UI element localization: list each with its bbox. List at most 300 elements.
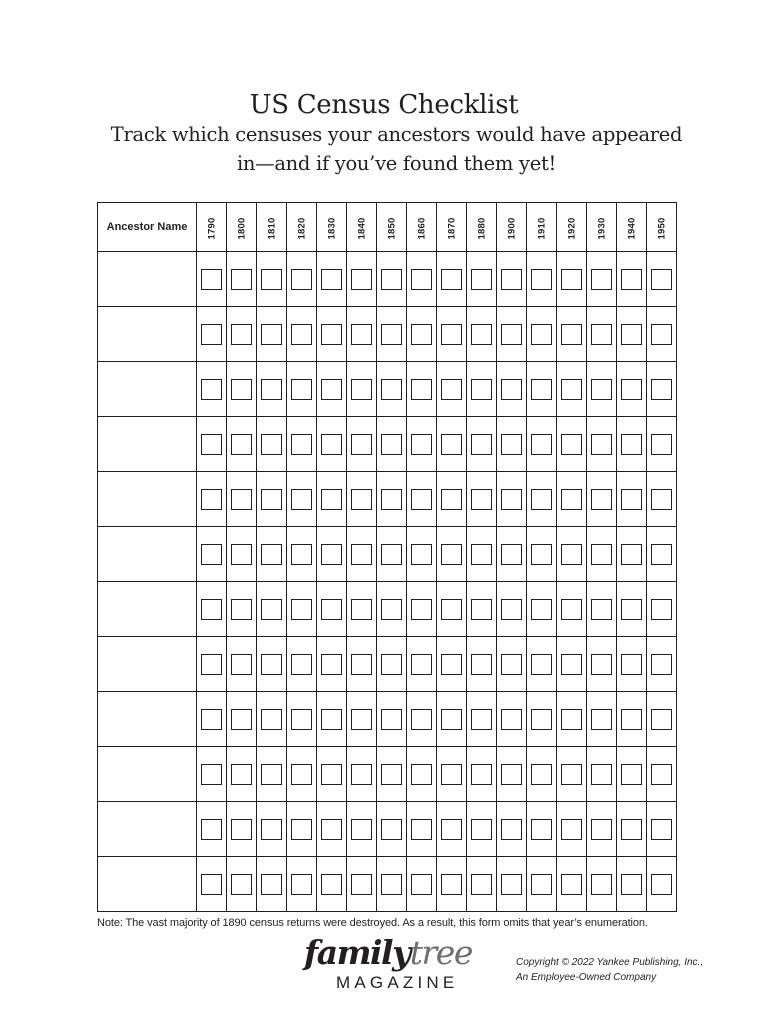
checkbox-icon[interactable]	[321, 874, 342, 895]
census-cell-1870	[437, 527, 467, 582]
checkbox-icon[interactable]	[621, 489, 642, 510]
census-cell-1880	[467, 472, 497, 527]
census-cell-1830	[317, 857, 347, 912]
checkbox-icon[interactable]	[321, 489, 342, 510]
checkbox-icon[interactable]	[561, 874, 582, 895]
checkbox-icon[interactable]	[291, 874, 312, 895]
checkbox-icon[interactable]	[621, 874, 642, 895]
checkbox-icon[interactable]	[381, 489, 402, 510]
checkbox-icon[interactable]	[531, 434, 552, 455]
checkbox-icon[interactable]	[501, 819, 522, 840]
checkbox-icon[interactable]	[591, 434, 612, 455]
checkbox-icon[interactable]	[321, 764, 342, 785]
year-header-1870	[437, 203, 467, 252]
checkbox-icon[interactable]	[531, 819, 552, 840]
census-cell-1950	[647, 362, 677, 417]
census-cell-1950	[647, 747, 677, 802]
checkbox-icon[interactable]	[471, 764, 492, 785]
checkbox-icon[interactable]	[531, 269, 552, 290]
checkbox-icon[interactable]	[651, 764, 672, 785]
ancestor-row	[98, 472, 677, 527]
checkbox-icon[interactable]	[291, 434, 312, 455]
census-cell-1920	[557, 747, 587, 802]
census-cell-1940	[617, 582, 647, 637]
census-cell-1930	[587, 582, 617, 637]
checkbox-icon[interactable]	[321, 434, 342, 455]
checkbox-icon[interactable]	[561, 269, 582, 290]
checkbox-icon[interactable]	[651, 709, 672, 730]
checkbox-icon[interactable]	[411, 654, 432, 675]
checkbox-icon[interactable]	[411, 324, 432, 345]
census-cell-1910	[527, 307, 557, 362]
census-cell-1840	[347, 747, 377, 802]
ancestor-name-cell[interactable]	[98, 747, 197, 802]
census-cell-1840	[347, 802, 377, 857]
checkbox-icon[interactable]	[531, 709, 552, 730]
census-cell-1940	[617, 252, 647, 307]
checkbox-icon[interactable]	[651, 324, 672, 345]
checkbox-icon[interactable]	[531, 654, 552, 675]
checkbox-icon[interactable]	[291, 819, 312, 840]
census-cell-1950	[647, 527, 677, 582]
checkbox-icon[interactable]	[231, 819, 252, 840]
census-cell-1840	[347, 417, 377, 472]
checkbox-icon[interactable]	[591, 599, 612, 620]
checkbox-icon[interactable]	[411, 764, 432, 785]
census-cell-1900	[497, 252, 527, 307]
checkbox-icon[interactable]	[231, 654, 252, 675]
checkbox-icon[interactable]	[291, 764, 312, 785]
checkbox-icon[interactable]	[621, 709, 642, 730]
year-label: 1850	[386, 217, 397, 240]
checkbox-icon[interactable]	[531, 489, 552, 510]
ancestor-row	[98, 307, 677, 362]
census-cell-1790	[197, 307, 227, 362]
checkbox-icon[interactable]	[261, 269, 282, 290]
checkbox-icon[interactable]	[651, 269, 672, 290]
census-cell-1830	[317, 252, 347, 307]
checkbox-icon[interactable]	[321, 544, 342, 565]
census-cell-1940	[617, 527, 647, 582]
checkbox-icon[interactable]	[291, 599, 312, 620]
census-cell-1930	[587, 692, 617, 747]
ancestor-name-cell[interactable]	[98, 637, 197, 692]
checkbox-icon[interactable]	[441, 269, 462, 290]
checkbox-icon[interactable]	[531, 324, 552, 345]
census-cell-1900	[497, 472, 527, 527]
checkbox-icon[interactable]	[261, 599, 282, 620]
checkbox-icon[interactable]	[441, 544, 462, 565]
checkbox-icon[interactable]	[561, 379, 582, 400]
year-label: 1940	[626, 217, 637, 240]
checkbox-icon[interactable]	[621, 654, 642, 675]
checkbox-icon[interactable]	[501, 654, 522, 675]
ancestor-name-cell[interactable]	[98, 252, 197, 307]
ancestor-name-cell[interactable]	[98, 472, 197, 527]
checkbox-icon[interactable]	[591, 379, 612, 400]
checkbox-icon[interactable]	[651, 874, 672, 895]
year-header-1850	[377, 203, 407, 252]
checkbox-icon[interactable]	[261, 764, 282, 785]
census-cell-1870	[437, 637, 467, 692]
checkbox-icon[interactable]	[411, 544, 432, 565]
census-cell-1850	[377, 857, 407, 912]
census-cell-1810	[257, 692, 287, 747]
checkbox-icon[interactable]	[321, 269, 342, 290]
checkbox-icon[interactable]	[201, 709, 222, 730]
checkbox-icon[interactable]	[651, 654, 672, 675]
checkbox-icon[interactable]	[531, 544, 552, 565]
checkbox-icon[interactable]	[471, 489, 492, 510]
checkbox-icon[interactable]	[321, 819, 342, 840]
checkbox-icon[interactable]	[231, 324, 252, 345]
checkbox-icon[interactable]	[381, 434, 402, 455]
checkbox-icon[interactable]	[201, 599, 222, 620]
checkbox-icon[interactable]	[651, 819, 672, 840]
ancestor-name-cell[interactable]	[98, 802, 197, 857]
checkbox-icon[interactable]	[531, 599, 552, 620]
checkbox-icon[interactable]	[501, 874, 522, 895]
checkbox-icon[interactable]	[351, 764, 372, 785]
year-label: 1950	[656, 217, 667, 240]
checkbox-icon[interactable]	[441, 489, 462, 510]
checkbox-icon[interactable]	[621, 599, 642, 620]
checkbox-icon[interactable]	[411, 489, 432, 510]
checkbox-icon[interactable]	[201, 434, 222, 455]
checkbox-icon[interactable]	[561, 709, 582, 730]
checkbox-icon[interactable]	[201, 379, 222, 400]
checkbox-icon[interactable]	[501, 489, 522, 510]
ancestor-name-cell[interactable]	[98, 857, 197, 912]
checkbox-icon[interactable]	[291, 379, 312, 400]
checkbox-icon[interactable]	[381, 544, 402, 565]
census-cell-1910	[527, 417, 557, 472]
checkbox-icon[interactable]	[591, 654, 612, 675]
checkbox-icon[interactable]	[321, 599, 342, 620]
checkbox-icon[interactable]	[441, 764, 462, 785]
checkbox-icon[interactable]	[321, 324, 342, 345]
checkbox-icon[interactable]	[591, 709, 612, 730]
checkbox-icon[interactable]	[351, 654, 372, 675]
checkbox-icon[interactable]	[321, 379, 342, 400]
checkbox-icon[interactable]	[231, 434, 252, 455]
checkbox-icon[interactable]	[621, 324, 642, 345]
census-cell-1820	[287, 637, 317, 692]
census-cell-1900	[497, 692, 527, 747]
checkbox-icon[interactable]	[381, 874, 402, 895]
checkbox-icon[interactable]	[471, 709, 492, 730]
census-cell-1810	[257, 527, 287, 582]
checkbox-icon[interactable]	[411, 874, 432, 895]
year-header-1930	[587, 203, 617, 252]
census-cell-1790	[197, 472, 227, 527]
logo-word-tree: tree	[409, 933, 472, 972]
year-header-1790	[197, 203, 227, 252]
checkbox-icon[interactable]	[411, 709, 432, 730]
checkbox-icon[interactable]	[651, 379, 672, 400]
footnote: Note: The vast majority of 1890 census returns were destroyed. As a result, this form omits that year’s enumeration.	[97, 917, 648, 929]
checkbox-icon[interactable]	[531, 379, 552, 400]
checkbox-icon[interactable]	[471, 544, 492, 565]
ancestor-name-cell[interactable]	[98, 362, 197, 417]
checkbox-icon[interactable]	[231, 269, 252, 290]
ancestor-row	[98, 582, 677, 637]
census-cell-1790	[197, 252, 227, 307]
ancestor-row	[98, 417, 677, 472]
checkbox-icon[interactable]	[591, 874, 612, 895]
year-header-1810	[257, 203, 287, 252]
ancestor-name-cell[interactable]	[98, 307, 197, 362]
ancestor-name-cell[interactable]	[98, 692, 197, 747]
checkbox-icon[interactable]	[441, 434, 462, 455]
checkbox-icon[interactable]	[381, 379, 402, 400]
checkbox-icon[interactable]	[351, 544, 372, 565]
census-cell-1870	[437, 692, 467, 747]
checkbox-icon[interactable]	[231, 544, 252, 565]
census-cell-1930	[587, 307, 617, 362]
ancestor-name-cell[interactable]	[98, 527, 197, 582]
census-cell-1830	[317, 417, 347, 472]
checkbox-icon[interactable]	[411, 434, 432, 455]
census-cell-1940	[617, 692, 647, 747]
checkbox-icon[interactable]	[591, 489, 612, 510]
census-cell-1880	[467, 637, 497, 692]
checkbox-icon[interactable]	[501, 269, 522, 290]
checkbox-icon[interactable]	[351, 599, 372, 620]
checkbox-icon[interactable]	[651, 544, 672, 565]
census-cell-1870	[437, 307, 467, 362]
census-cell-1930	[587, 857, 617, 912]
checkbox-icon[interactable]	[291, 324, 312, 345]
checkbox-icon[interactable]	[291, 709, 312, 730]
year-label: 1910	[536, 217, 547, 240]
census-cell-1840	[347, 857, 377, 912]
census-cell-1940	[617, 307, 647, 362]
census-cell-1870	[437, 417, 467, 472]
checkbox-icon[interactable]	[591, 324, 612, 345]
checkbox-icon[interactable]	[261, 489, 282, 510]
census-cell-1860	[407, 527, 437, 582]
checkbox-icon[interactable]	[621, 819, 642, 840]
census-cell-1910	[527, 747, 557, 802]
checkbox-icon[interactable]	[501, 709, 522, 730]
year-label: 1880	[476, 217, 487, 240]
ancestor-row	[98, 802, 677, 857]
checkbox-icon[interactable]	[651, 489, 672, 510]
census-cell-1900	[497, 802, 527, 857]
census-cell-1920	[557, 417, 587, 472]
checkbox-icon[interactable]	[561, 434, 582, 455]
census-cell-1940	[617, 417, 647, 472]
census-cell-1810	[257, 802, 287, 857]
checkbox-icon[interactable]	[201, 544, 222, 565]
census-cell-1850	[377, 417, 407, 472]
page-subtitle: Track which censuses your ancestors would have appeared in—and if you’ve found them yet!	[110, 123, 683, 175]
checkbox-icon[interactable]	[441, 709, 462, 730]
checkbox-icon[interactable]	[321, 709, 342, 730]
checkbox-icon[interactable]	[591, 544, 612, 565]
checkbox-icon[interactable]	[471, 599, 492, 620]
checkbox-icon[interactable]	[531, 764, 552, 785]
census-cell-1910	[527, 252, 557, 307]
census-cell-1860	[407, 307, 437, 362]
checkbox-icon[interactable]	[291, 654, 312, 675]
checkbox-icon[interactable]	[231, 599, 252, 620]
year-header-1840	[347, 203, 377, 252]
checkbox-icon[interactable]	[261, 654, 282, 675]
checkbox-icon[interactable]	[471, 819, 492, 840]
checkbox-icon[interactable]	[261, 709, 282, 730]
checkbox-icon[interactable]	[441, 599, 462, 620]
checkbox-icon[interactable]	[351, 324, 372, 345]
checkbox-icon[interactable]	[501, 544, 522, 565]
census-cell-1810	[257, 417, 287, 472]
checkbox-icon[interactable]	[501, 379, 522, 400]
checkbox-icon[interactable]	[351, 489, 372, 510]
census-cell-1920	[557, 472, 587, 527]
checkbox-icon[interactable]	[381, 819, 402, 840]
census-cell-1930	[587, 362, 617, 417]
checkbox-icon[interactable]	[351, 819, 372, 840]
checkbox-icon[interactable]	[351, 379, 372, 400]
checkbox-icon[interactable]	[291, 489, 312, 510]
checkbox-icon[interactable]	[621, 269, 642, 290]
checkbox-icon[interactable]	[441, 819, 462, 840]
checkbox-icon[interactable]	[501, 434, 522, 455]
census-cell-1810	[257, 637, 287, 692]
checkbox-icon[interactable]	[621, 544, 642, 565]
year-header-1860	[407, 203, 437, 252]
checkbox-icon[interactable]	[201, 819, 222, 840]
checkbox-icon[interactable]	[561, 654, 582, 675]
checkbox-icon[interactable]	[501, 324, 522, 345]
checkbox-icon[interactable]	[201, 324, 222, 345]
census-cell-1950	[647, 692, 677, 747]
census-cell-1790	[197, 857, 227, 912]
checkbox-icon[interactable]	[501, 599, 522, 620]
checkbox-icon[interactable]	[471, 324, 492, 345]
checkbox-icon[interactable]	[351, 709, 372, 730]
checkbox-icon[interactable]	[561, 819, 582, 840]
checkbox-icon[interactable]	[411, 599, 432, 620]
checkbox-icon[interactable]	[561, 489, 582, 510]
checkbox-icon[interactable]	[561, 544, 582, 565]
census-cell-1800	[227, 747, 257, 802]
checkbox-icon[interactable]	[471, 654, 492, 675]
checkbox-icon[interactable]	[621, 379, 642, 400]
census-cell-1790	[197, 417, 227, 472]
checkbox-icon[interactable]	[351, 269, 372, 290]
checkbox-icon[interactable]	[501, 764, 522, 785]
checkbox-icon[interactable]	[261, 379, 282, 400]
year-label: 1930	[596, 217, 607, 240]
checkbox-icon[interactable]	[381, 324, 402, 345]
checkbox-icon[interactable]	[291, 269, 312, 290]
checkbox-icon[interactable]	[231, 489, 252, 510]
year-label: 1840	[356, 217, 367, 240]
checkbox-icon[interactable]	[591, 269, 612, 290]
checkbox-icon[interactable]	[231, 709, 252, 730]
checkbox-icon[interactable]	[531, 874, 552, 895]
checkbox-icon[interactable]	[321, 654, 342, 675]
checkbox-icon[interactable]	[471, 269, 492, 290]
checkbox-icon[interactable]	[201, 874, 222, 895]
checkbox-icon[interactable]	[441, 654, 462, 675]
census-cell-1800	[227, 692, 257, 747]
checkbox-icon[interactable]	[411, 379, 432, 400]
checkbox-icon[interactable]	[261, 874, 282, 895]
checkbox-icon[interactable]	[261, 324, 282, 345]
checkbox-icon[interactable]	[441, 324, 462, 345]
checkbox-icon[interactable]	[411, 819, 432, 840]
checkbox-icon[interactable]	[201, 269, 222, 290]
checkbox-icon[interactable]	[471, 874, 492, 895]
checkbox-icon[interactable]	[381, 709, 402, 730]
census-cell-1900	[497, 637, 527, 692]
census-cell-1830	[317, 637, 347, 692]
ancestor-name-cell[interactable]	[98, 417, 197, 472]
census-cell-1790	[197, 747, 227, 802]
checkbox-icon[interactable]	[441, 379, 462, 400]
checkbox-icon[interactable]	[621, 434, 642, 455]
checkbox-icon[interactable]	[261, 544, 282, 565]
census-cell-1860	[407, 362, 437, 417]
census-cell-1800	[227, 417, 257, 472]
ancestor-name-cell[interactable]	[98, 582, 197, 637]
checkbox-icon[interactable]	[351, 434, 372, 455]
census-cell-1910	[527, 527, 557, 582]
checkbox-icon[interactable]	[351, 874, 372, 895]
checkbox-icon[interactable]	[231, 764, 252, 785]
ancestor-row	[98, 527, 677, 582]
checkbox-icon[interactable]	[231, 874, 252, 895]
checkbox-icon[interactable]	[651, 599, 672, 620]
checkbox-icon[interactable]	[591, 764, 612, 785]
checkbox-icon[interactable]	[621, 764, 642, 785]
year-header-1910	[527, 203, 557, 252]
checkbox-icon[interactable]	[381, 654, 402, 675]
checkbox-icon[interactable]	[591, 819, 612, 840]
checkbox-icon[interactable]	[381, 599, 402, 620]
checkbox-icon[interactable]	[471, 379, 492, 400]
census-cell-1910	[527, 362, 557, 417]
census-cell-1870	[437, 857, 467, 912]
checkbox-icon[interactable]	[381, 269, 402, 290]
checkbox-icon[interactable]	[261, 819, 282, 840]
checkbox-icon[interactable]	[561, 599, 582, 620]
checkbox-icon[interactable]	[291, 544, 312, 565]
checkbox-icon[interactable]	[651, 434, 672, 455]
census-cell-1950	[647, 857, 677, 912]
checkbox-icon[interactable]	[471, 434, 492, 455]
checkbox-icon[interactable]	[561, 324, 582, 345]
census-cell-1810	[257, 252, 287, 307]
checkbox-icon[interactable]	[441, 874, 462, 895]
checkbox-icon[interactable]	[381, 764, 402, 785]
census-cell-1810	[257, 857, 287, 912]
census-cell-1850	[377, 692, 407, 747]
checkbox-icon[interactable]	[411, 269, 432, 290]
copyright-line-2: An Employee-Owned Company	[516, 972, 657, 983]
checkbox-icon[interactable]	[231, 379, 252, 400]
census-cell-1830	[317, 307, 347, 362]
checkbox-icon[interactable]	[261, 434, 282, 455]
checkbox-icon[interactable]	[201, 489, 222, 510]
checkbox-icon[interactable]	[201, 654, 222, 675]
checkbox-icon[interactable]	[201, 764, 222, 785]
census-cell-1850	[377, 472, 407, 527]
checkbox-icon[interactable]	[561, 764, 582, 785]
